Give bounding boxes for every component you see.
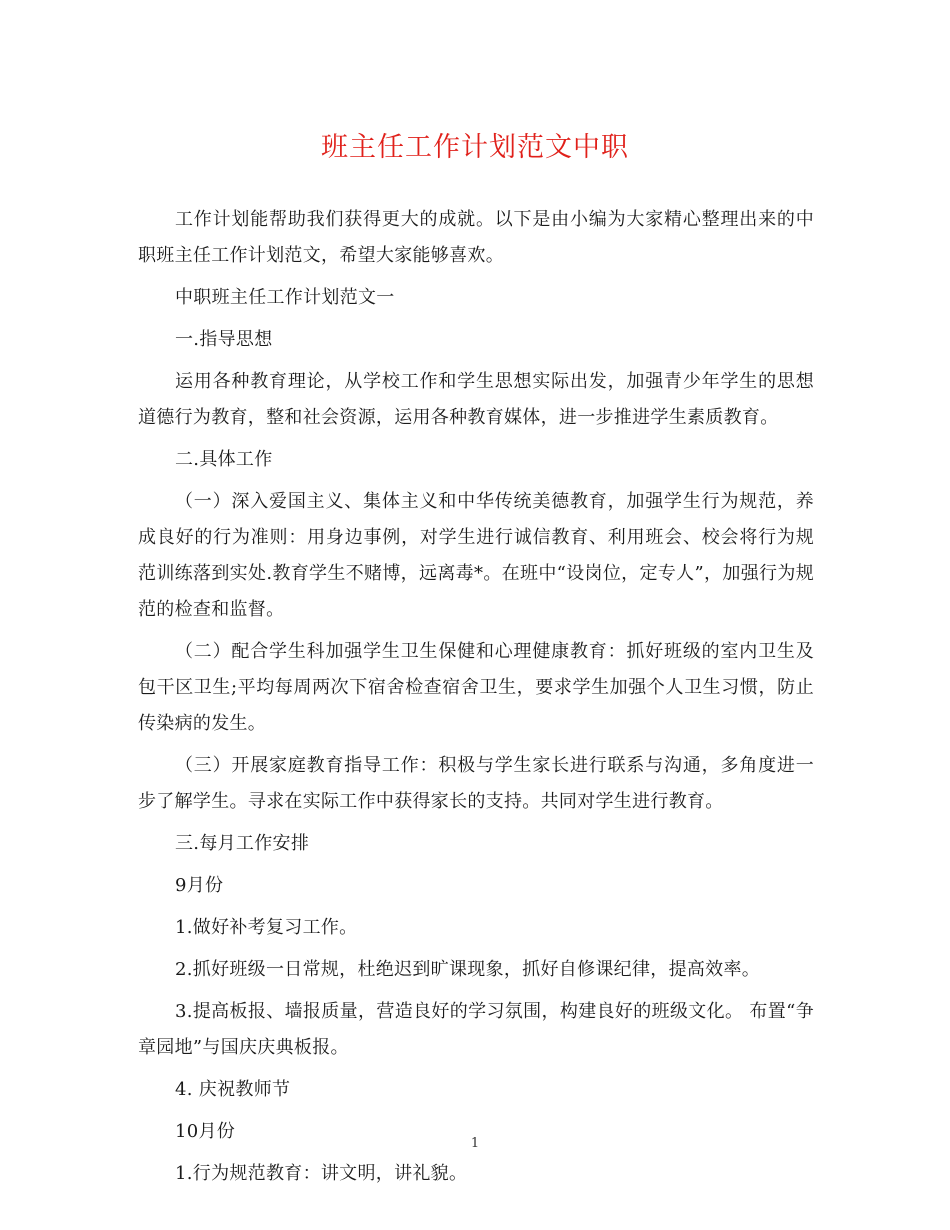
paragraph-month-september: 9月份	[175, 875, 224, 896]
paragraph-sept-item-3: 3.提高板报、墙报质量，营造良好的学习氛围，构建良好的班级文化。 布置“争章园地”与国庆庆典板报。	[138, 1001, 814, 1058]
paragraph-intro: 工作计划能帮助我们获得更大的成就。以下是由小编为大家精心整理出来的中职班主任工作计划范文，希望大家能够喜欢。	[138, 209, 814, 266]
paragraph-sept-item-2: 2.抓好班级一日常规，杜绝迟到旷课现象，抓好自修课纪律，提高效率。	[175, 959, 761, 980]
paragraph-heading-guiding-ideology: 一.指导思想	[175, 329, 273, 350]
document-title: 班主任工作计划范文中职	[321, 132, 629, 163]
paragraph-heading-specific-work: 二.具体工作	[175, 449, 273, 470]
paragraph-section-heading: 中职班主任工作计划范文一	[175, 287, 395, 308]
paragraph-heading-monthly-plan: 三.每月工作安排	[175, 833, 310, 854]
paragraph-month-october: 10月份	[175, 1121, 236, 1142]
paragraph-oct-item-1: 1.行为规范教育：讲文明，讲礼貌。	[175, 1163, 468, 1184]
paragraph-guiding-ideology: 运用各种教育理论，从学校工作和学生思想实际出发，加强青少年学生的思想道德行为教育，整和社会资源，运用各种教育媒体，进一步推进学生素质教育。	[138, 371, 814, 428]
document-body	[138, 202, 814, 1198]
paragraph-work-item-3: （三）开展家庭教育指导工作：积极与学生家长进行联系与沟通，多角度进一步了解学生。寻求在实际工作中获得家长的支持。共同对学生进行教育。	[138, 755, 814, 812]
page-number: 1	[470, 1136, 480, 1151]
paragraph-work-item-1: （一）深入爱国主义、集体主义和中华传统美德教育，加强学生行为规范，养成良好的行为准则：用身边事例，对学生进行诚信教育、利用班会、校会将行为规范训练落到实处.教育学生不赌博，远离毒*。在班中“设岗位，定专人”，加强行为规范的检查和监督。	[138, 491, 814, 620]
paragraph-sept-item-4: 4. 庆祝教师节	[175, 1079, 291, 1100]
paragraph-work-item-2: （二）配合学生科加强学生卫生保健和心理健康教育：抓好班级的室内卫生及包干区卫生;平均每周两次下宿舍检查宿舍卫生，要求学生加强个人卫生习惯，防止传染病的发生。	[138, 641, 814, 734]
paragraph-sept-item-1: 1.做好补考复习工作。	[175, 917, 358, 938]
